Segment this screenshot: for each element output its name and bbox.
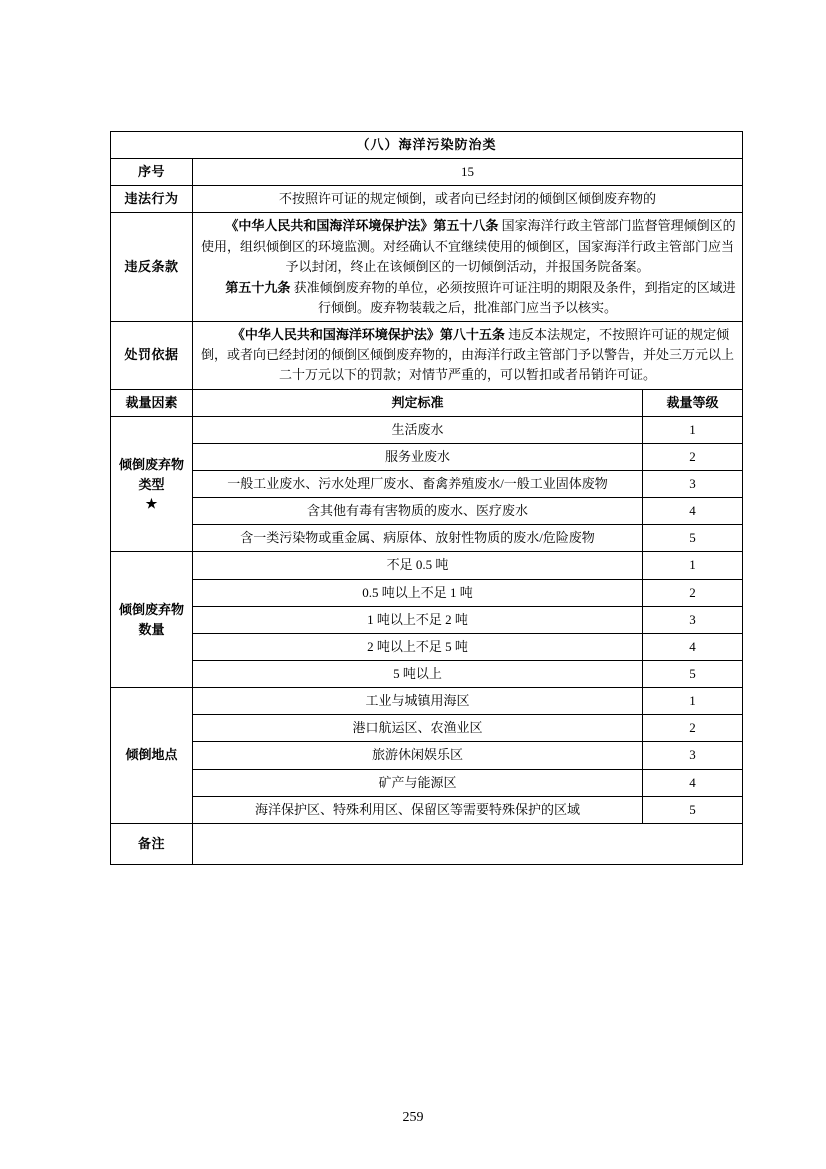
table-row (111, 498, 743, 525)
level-value: 5 (643, 796, 743, 823)
factor-label: 倾倒废弃物数量 (118, 601, 184, 637)
table-row-violation (111, 186, 743, 213)
clause-law-name: 第五十九条 (225, 279, 291, 295)
table-row (111, 552, 743, 579)
criteria-value: 0.5 吨以上不足 1 吨 (193, 579, 643, 606)
level-value: 2 (643, 579, 743, 606)
level-header: 裁量等级 (643, 389, 743, 416)
table-row (111, 443, 743, 470)
violation-value: 不按照许可证的规定倾倒，或者向已经封闭的倾倒区倾倒废弃物的 (193, 186, 743, 213)
level-value: 4 (643, 769, 743, 796)
clause-law-name: 《中华人民共和国海洋环境保护法》第五十八条 (225, 218, 499, 234)
table-row (111, 416, 743, 443)
remark-label: 备注 (111, 823, 193, 864)
table-row-remark (111, 823, 743, 864)
remark-value (193, 823, 743, 864)
penalty-content (193, 322, 743, 389)
clause-label: 违反条款 (111, 213, 193, 322)
table-row (111, 715, 743, 742)
table-row (111, 606, 743, 633)
criteria-header: 判定标准 (193, 389, 643, 416)
penalty-text: 违反本法规定，不按照许可证的规定倾倒，或者向已经封闭的倾倒区倾倒废弃物的，由海洋行政主管部门予以警告，并处三万元以上二十万元以下的罚款；对情节严重的，可以暂扣或者吊销许可证。 (201, 327, 735, 383)
penalty-label: 处罚依据 (111, 322, 193, 389)
factor-name (111, 416, 193, 552)
penalty-law-name: 《中华人民共和国海洋环境保护法》第八十五条 (231, 327, 505, 343)
criteria-value: 1 吨以上不足 2 吨 (193, 606, 643, 633)
page-title: （八）海洋污染防治类 (111, 132, 743, 159)
clause-paragraph (199, 216, 736, 276)
criteria-value: 旅游休闲娱乐区 (193, 742, 643, 769)
table-row-title (111, 132, 743, 159)
star-icon: ★ (145, 496, 158, 512)
penalty-paragraph (199, 325, 736, 385)
criteria-value: 2 吨以上不足 5 吨 (193, 633, 643, 660)
table-row-header (111, 389, 743, 416)
violation-label: 违法行为 (111, 186, 193, 213)
factor-header: 裁量因素 (111, 389, 193, 416)
level-value: 3 (643, 470, 743, 497)
level-value: 4 (643, 498, 743, 525)
table-row (111, 470, 743, 497)
table-row (111, 579, 743, 606)
table-row-serial (111, 159, 743, 186)
criteria-value: 工业与城镇用海区 (193, 688, 643, 715)
factor-label: 倾倒废弃物类型 (118, 456, 184, 492)
criteria-value: 服务业废水 (193, 443, 643, 470)
table-row (111, 796, 743, 823)
level-value: 3 (643, 742, 743, 769)
table-row-clause (111, 213, 743, 322)
discretion-table (110, 131, 743, 865)
clause-text: 获准倾倒废弃物的单位，必须按照许可证注明的期限及条件，到指定的区域进行倾倒。废弃物装载之后，批准部门应当予以核实。 (290, 279, 736, 315)
serial-value: 15 (193, 159, 743, 186)
level-value: 3 (643, 606, 743, 633)
criteria-value: 海洋保护区、特殊利用区、保留区等需要特殊保护的区域 (193, 796, 643, 823)
criteria-value: 含一类污染物或重金属、病原体、放射性物质的废水/危险废物 (193, 525, 643, 552)
level-value: 1 (643, 416, 743, 443)
table-row (111, 688, 743, 715)
clause-paragraph (199, 278, 736, 318)
level-value: 5 (643, 525, 743, 552)
table-row (111, 769, 743, 796)
criteria-value: 不足 0.5 吨 (193, 552, 643, 579)
factor-name (111, 688, 193, 824)
criteria-value: 矿产与能源区 (193, 769, 643, 796)
table-row (111, 742, 743, 769)
criteria-value: 港口航运区、农渔业区 (193, 715, 643, 742)
criteria-value: 5 吨以上 (193, 660, 643, 687)
clause-content (193, 213, 743, 322)
table-row (111, 525, 743, 552)
factor-name (111, 552, 193, 688)
level-value: 1 (643, 688, 743, 715)
clause-text: 国家海洋行政主管部门监督管理倾倒区的使用，组织倾倒区的环境监测。对经确认不宜继续使用的倾倒区，国家海洋行政主管部门应当予以封闭，终止在该倾倒区的一切倾倒活动，并报国务院备案。 (201, 218, 736, 274)
page-number: 259 (402, 1110, 424, 1125)
serial-label: 序号 (111, 159, 193, 186)
table-row (111, 633, 743, 660)
level-value: 1 (643, 552, 743, 579)
criteria-value: 含其他有毒有害物质的废水、医疗废水 (193, 498, 643, 525)
level-value: 5 (643, 660, 743, 687)
level-value: 2 (643, 715, 743, 742)
factor-label: 倾倒地点 (125, 747, 178, 763)
table-row (111, 660, 743, 687)
criteria-value: 生活废水 (193, 416, 643, 443)
level-value: 2 (643, 443, 743, 470)
criteria-value: 一般工业废水、污水处理厂废水、畜禽养殖废水/一般工业固体废物 (193, 470, 643, 497)
table-row-penalty (111, 322, 743, 389)
level-value: 4 (643, 633, 743, 660)
